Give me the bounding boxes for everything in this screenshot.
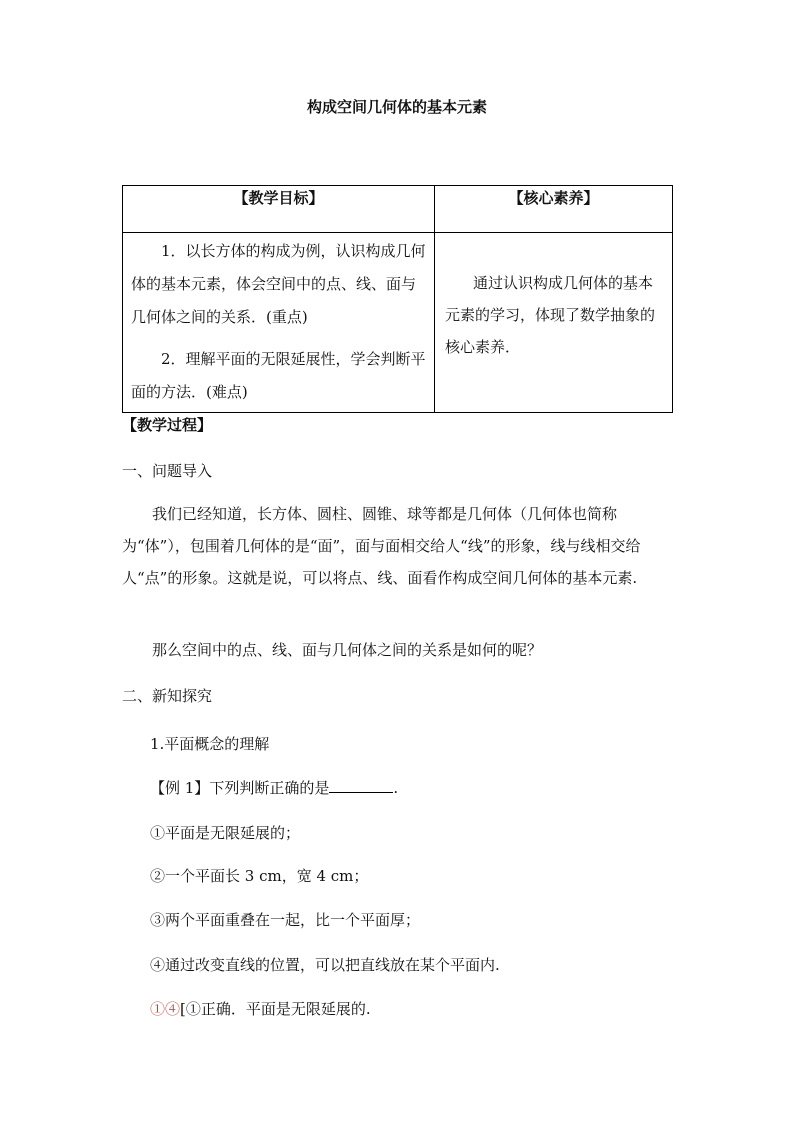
option-item: ②一个平面长 3 cm，宽 4 cm； — [150, 867, 369, 885]
objectives-table — [122, 185, 673, 413]
process-heading: 【教学过程】 — [122, 416, 213, 434]
document-title: 构成空间几何体的基本元素 — [306, 98, 487, 116]
objective-item: 2．理解平面的无限延展性，学会判断平面的方法．(难点) — [131, 350, 426, 401]
option-item: ④通过改变直线的位置，可以把直线放在某个平面内. — [150, 956, 500, 974]
answer-line — [150, 998, 710, 1019]
answer-value: ①④ — [150, 1000, 181, 1018]
guiding-question: 那么空间中的点、线、面与几何体之间的关系是如何的呢？ — [152, 641, 543, 659]
core-literacy-cell — [435, 233, 673, 413]
option-item: ③两个平面重叠在一起，比一个平面厚； — [150, 911, 421, 929]
section-heading-explore: 二、新知探究 — [122, 687, 213, 705]
core-literacy-text: 通过认识构成几何体的基本元素的学习，体现了数学抽象的核心素养． — [445, 274, 656, 356]
objective-item: 1．以长方体的构成为例，认识构成几何体的基本元素，体会空间中的点、线、面与几何体之间的关系．(重点) — [131, 242, 426, 326]
answer-explanation: [①正确．平面是无限延展的. — [180, 1000, 371, 1018]
example-end: . — [393, 779, 399, 797]
answer-blank — [329, 778, 393, 793]
option-item: ①平面是无限延展的； — [150, 824, 301, 842]
objectives-cell — [123, 233, 435, 413]
table-header-core-literacy: 【核心素养】 — [435, 186, 673, 233]
table-header-objectives: 【教学目标】 — [123, 186, 435, 233]
example-prompt: 下列判断正确的是 — [209, 779, 330, 797]
intro-paragraph: 我们已经知道，长方体、圆柱、圆锥、球等都是几何体（几何体也简称为“体”），包围着几何体的是“面”，面与面相交给人“线”的形象，线与线相交给人“点”的形象。这就是说，可以将点、线、面看作构成空间几何体的基本元素. — [122, 505, 641, 587]
example-label: 【例 1】 — [150, 779, 210, 797]
example-question — [150, 777, 710, 798]
section-heading-intro: 一、问题导入 — [122, 462, 213, 480]
subsection-heading: 1.平面概念的理解 — [150, 735, 270, 753]
